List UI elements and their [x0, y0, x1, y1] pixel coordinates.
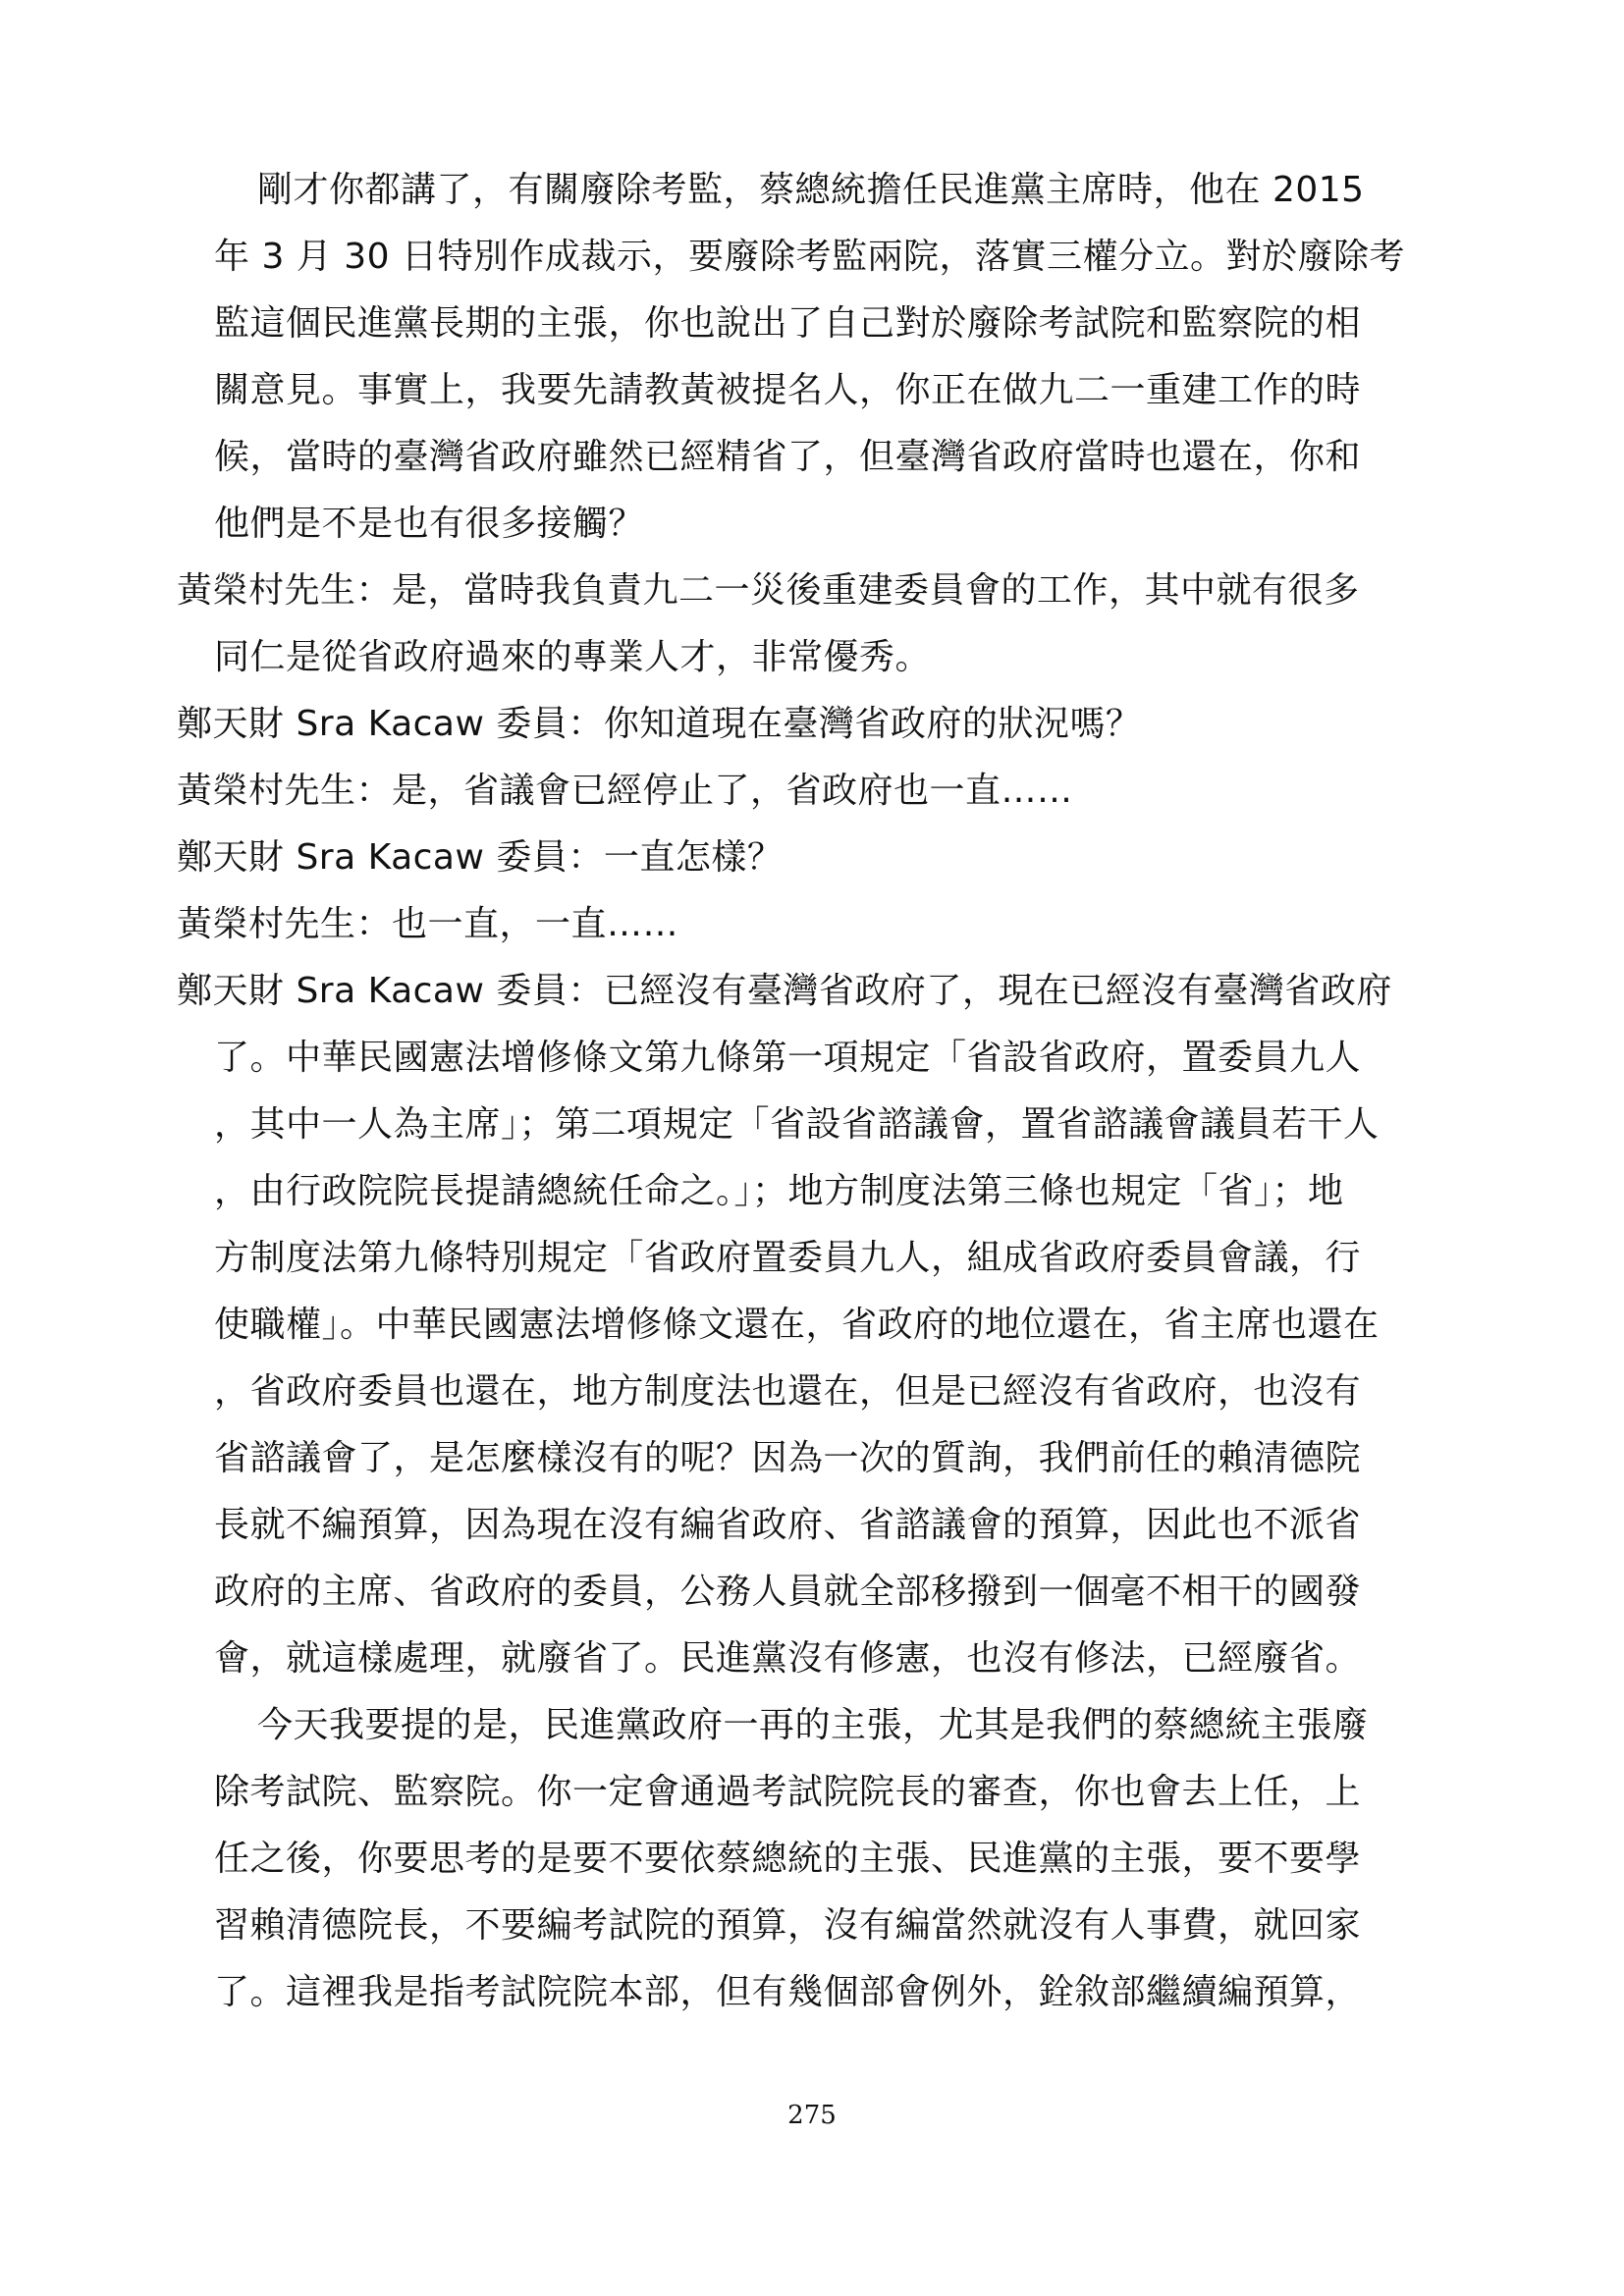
- text-line: 政府的主席、省政府的委員，公務人員就全部移撥到一個毫不相干的國發: [214, 1572, 1362, 1612]
- text-line: 省諮議會了，是怎麼樣沒有的呢？因為一次的質詢，我們前任的賴清德院: [214, 1438, 1362, 1478]
- text-line: 監這個民進黨長期的主張，你也說出了自己對於廢除考試院和監察院的相: [214, 303, 1362, 344]
- text-line: 他們是不是也有很多接觸？: [214, 504, 645, 544]
- text-line: 了。這裡我是指考試院院本部，但有幾個部會例外，銓敘部繼續編預算，: [214, 1972, 1362, 2012]
- text-line: 長就不編預算，因為現在沒有編省政府、省諮議會的預算，因此也不派省: [214, 1505, 1362, 1545]
- speaker-line: 黃榮村先生：是，省議會已經停止了，省政府也一直……: [177, 771, 1073, 811]
- text-line: 今天我要提的是，民進黨政府一再的主張，尤其是我們的蔡總統主張廢: [257, 1705, 1369, 1745]
- text-line: 會，就這樣處理，就廢省了。民進黨沒有修憲，也沒有修法，已經廢省。: [214, 1638, 1362, 1679]
- text-line: ，省政府委員也還在，地方制度法也還在，但是已經沒有省政府，也沒有: [214, 1371, 1362, 1412]
- speaker-line: 鄭天財 Sra Kacaw 委員：已經沒有臺灣省政府了，現在已經沒有臺灣省政府: [177, 971, 1392, 1011]
- text-line: 關意見。事實上，我要先請教黃被提名人，你正在做九二一重建工作的時: [214, 370, 1362, 410]
- speaker-line: 黃榮村先生：是，當時我負責九二一災後重建委員會的工作，其中就有很多: [177, 570, 1360, 611]
- text-line: ，其中一人為主席」；第二項規定「省設省諮議會，置省諮議會議員若干人: [214, 1104, 1380, 1145]
- text-line: 候，當時的臺灣省政府雖然已經精省了，但臺灣省政府當時也還在，你和: [214, 437, 1362, 477]
- text-line: 使職權」。中華民國憲法增修條文還在，省政府的地位還在，省主席也還在: [214, 1305, 1380, 1345]
- text-line: 剛才你都講了，有關廢除考監，蔡總統擔任民進黨主席時，他在 2015: [257, 170, 1365, 210]
- text-line: ，由行政院院長提請總統任命之。」；地方制度法第三條也規定「省」；地: [214, 1171, 1344, 1211]
- speaker-line: 鄭天財 Sra Kacaw 委員：你知道現在臺灣省政府的狀況嗎？: [177, 704, 1142, 744]
- speaker-line: 黃榮村先生：也一直，一直……: [177, 904, 679, 944]
- text-line: 任之後，你要思考的是要不要依蔡總統的主張、民進黨的主張，要不要學: [214, 1839, 1362, 1879]
- text-line: 同仁是從省政府過來的專業人才，非常優秀。: [214, 637, 932, 677]
- text-line: 方制度法第九條特別規定「省政府置委員九人，組成省政府委員會議，行: [214, 1238, 1362, 1278]
- text-line: 了。中華民國憲法增修條文第九條第一項規定「省設省政府，置委員九人: [214, 1038, 1362, 1078]
- text-line: 年 3 月 30 日特別作成裁示，要廢除考監兩院，落實三權分立。對於廢除考: [214, 237, 1405, 277]
- speaker-line: 鄭天財 Sra Kacaw 委員：一直怎樣？: [177, 837, 784, 878]
- text-line: 除考試院、監察院。你一定會通過考試院院長的審查，你也會去上任，上: [214, 1772, 1362, 1812]
- page-number: 275: [787, 2101, 837, 2130]
- text-line: 習賴清德院長，不要編考試院的預算，沒有編當然就沒有人事費，就回家: [214, 1905, 1362, 1946]
